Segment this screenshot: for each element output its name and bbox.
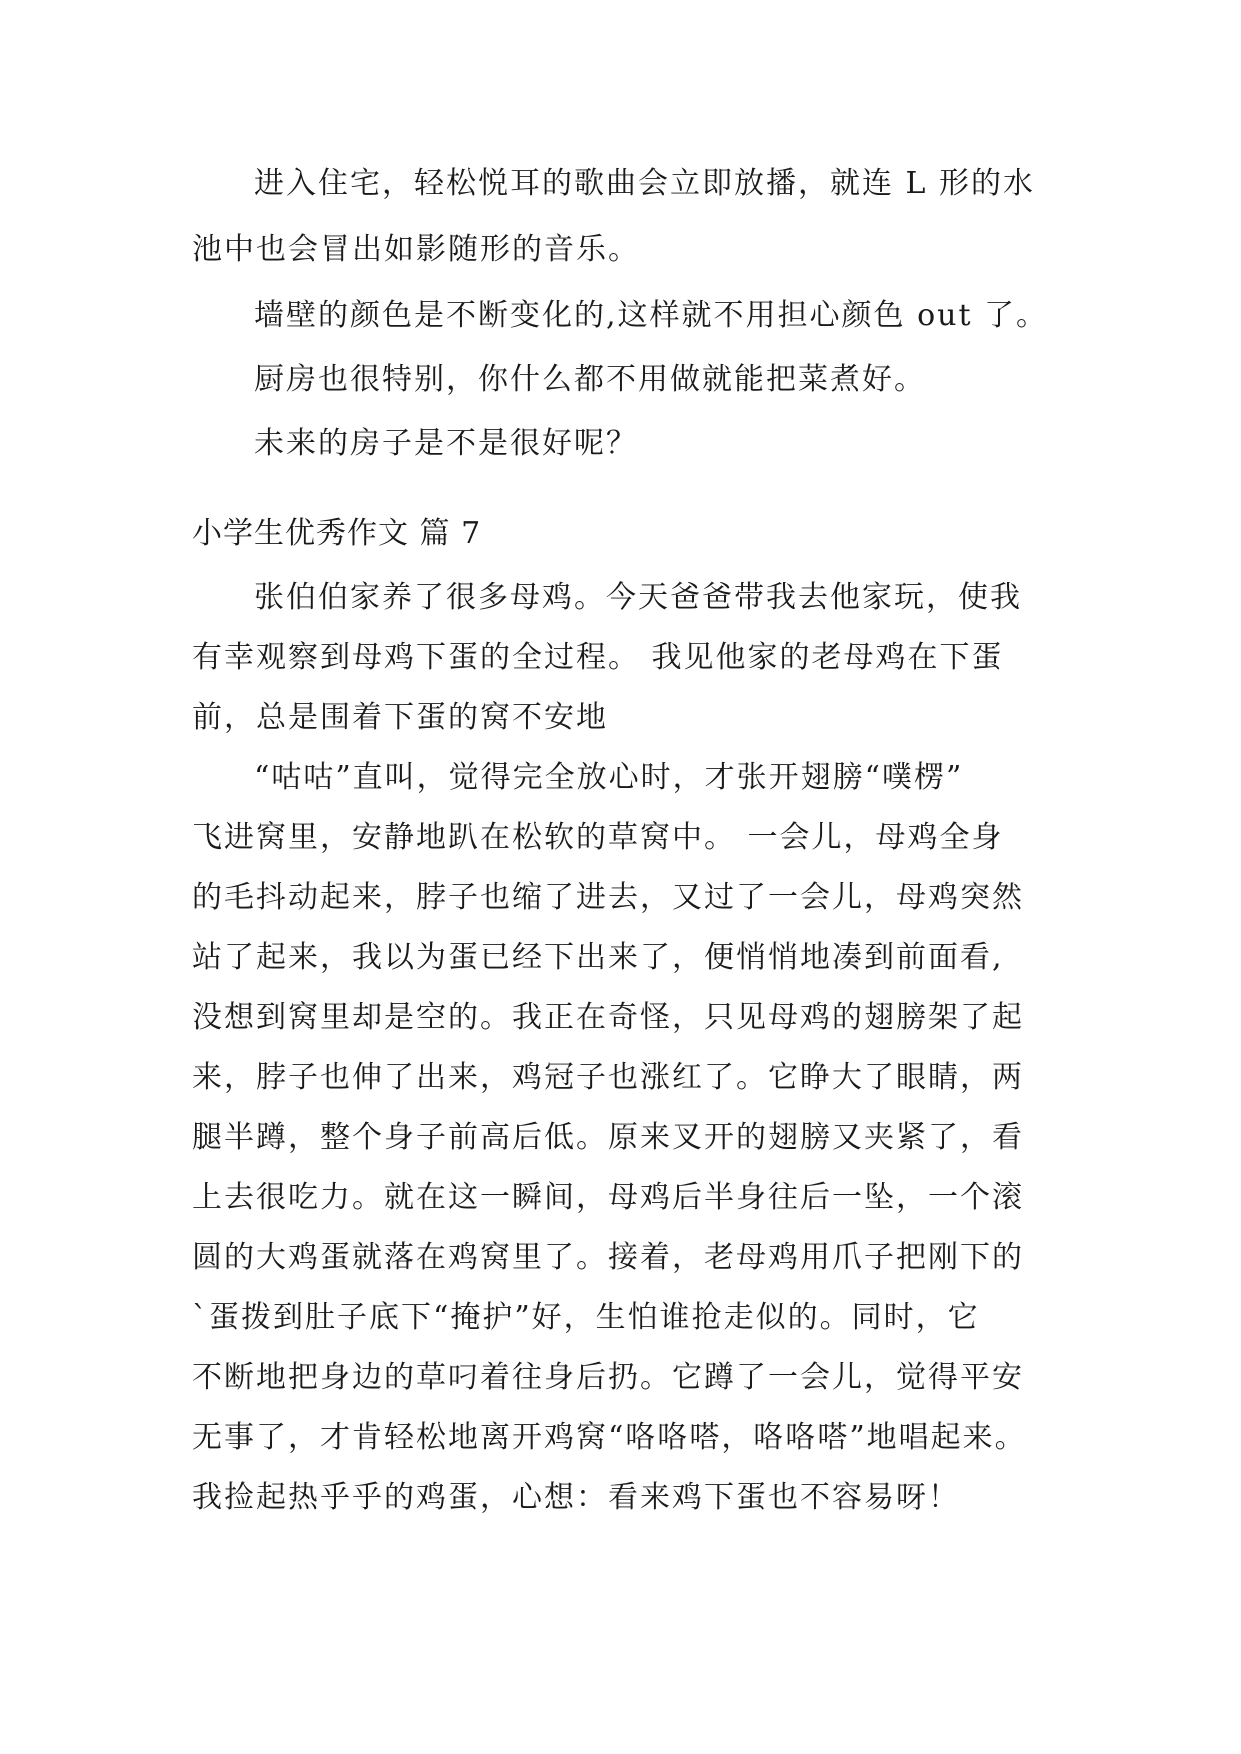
paragraph-line: 圆的大鸡蛋就落在鸡窝里了。接着，老母鸡用爪子把刚下的 bbox=[192, 1240, 1024, 1275]
paragraph-line: 厨房也很特别，你什么都不用做就能把菜煮好。 bbox=[254, 362, 926, 397]
paragraph-line: 前，总是围着下蛋的窝不安地 bbox=[192, 700, 608, 735]
paragraph-line: `蛋拨到肚子底下“掩护”好，生怕谁抢走似的。同时，它 bbox=[192, 1300, 980, 1335]
paragraph-line: 飞进窝里，安静地趴在松软的草窝中。 一会儿，母鸡全身 bbox=[192, 820, 1004, 855]
section-heading: 小学生优秀作文 篇 7 bbox=[192, 516, 482, 551]
paragraph-line: 进入住宅，轻松悦耳的歌曲会立即放播，就连 L 形的水 bbox=[254, 166, 1035, 201]
paragraph-line: 站了起来，我以为蛋已经下出来了，便悄悄地凑到前面看, bbox=[192, 940, 1004, 975]
paragraph-line: 有幸观察到母鸡下蛋的全过程。 我见他家的老母鸡在下蛋 bbox=[192, 640, 1004, 675]
paragraph-line: 张伯伯家养了很多母鸡。今天爸爸带我去他家玩，使我 bbox=[254, 580, 1022, 615]
paragraph-line: 没想到窝里却是空的。我正在奇怪，只见母鸡的翅膀架了起 bbox=[192, 1000, 1024, 1035]
paragraph-line: “咕咕”直叫，觉得完全放心时，才张开翅膀“噗楞” bbox=[254, 760, 964, 795]
paragraph-line: 我捡起热乎乎的鸡蛋，心想：看来鸡下蛋也不容易呀！ bbox=[192, 1480, 960, 1515]
paragraph-line: 池中也会冒出如影随形的音乐。 bbox=[192, 232, 640, 267]
paragraph-line: 无事了，才肯轻松地离开鸡窝“咯咯嗒，咯咯嗒”地唱起来。 bbox=[192, 1420, 1027, 1455]
paragraph-line: 墙壁的颜色是不断变化的,这样就不用担心颜色 out 了。 bbox=[254, 298, 1049, 333]
paragraph-line: 来，脖子也伸了出来，鸡冠子也涨红了。它睁大了眼睛，两 bbox=[192, 1060, 1024, 1095]
paragraph-line: 未来的房子是不是很好呢？ bbox=[254, 426, 638, 461]
paragraph-line: 的毛抖动起来，脖子也缩了进去，又过了一会儿，母鸡突然 bbox=[192, 880, 1024, 915]
paragraph-line: 腿半蹲，整个身子前高后低。原来叉开的翅膀又夹紧了，看 bbox=[192, 1120, 1024, 1155]
paragraph-line: 上去很吃力。就在这一瞬间，母鸡后半身往后一坠，一个滚 bbox=[192, 1180, 1024, 1215]
paragraph-line: 不断地把身边的草叼着往身后扔。它蹲了一会儿，觉得平安 bbox=[192, 1360, 1024, 1395]
